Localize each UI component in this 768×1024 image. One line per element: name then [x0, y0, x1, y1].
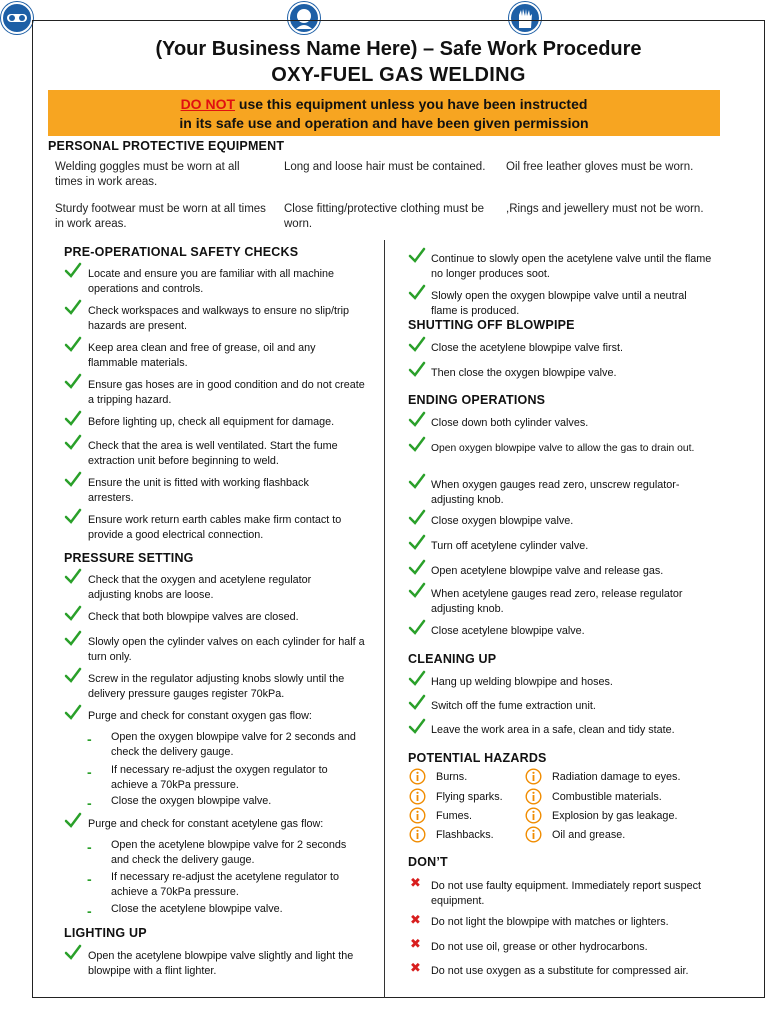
dash-bullet: -: [87, 795, 92, 811]
hazard-item: Burns.: [436, 771, 468, 783]
hazard-item: Radiation damage to eyes.: [552, 771, 681, 783]
dont-item: Do not use oxygen as a substitute for compressed air.: [431, 965, 689, 977]
pressure-item: Check that both blowpipe valves are closed.: [88, 611, 299, 623]
hazards-heading: POTENTIAL HAZARDS: [408, 751, 547, 765]
pre-op-item: Keep area clean and free of grease, oil and any flammable materials.: [88, 342, 316, 369]
page-subtitle: OXY-FUEL GAS WELDING: [271, 64, 526, 86]
check-icon: [408, 559, 426, 575]
welding-goggles-icon: [0, 1, 34, 35]
pre-op-item: Ensure work return earth cables make firm contact to provide a good electrical connection.: [88, 514, 342, 541]
pre-op-heading: PRE-OPERATIONAL SAFETY CHECKS: [64, 245, 299, 259]
acetylene-sub-item: Close the acetylene blowpipe valve.: [111, 903, 283, 915]
dont-item: Do not use faulty equipment. Immediately report suspect equipment.: [431, 880, 702, 907]
ppe-item: Welding goggles must be worn at all times in work areas.: [55, 161, 240, 188]
pre-op-item: Check workspaces and walkways to ensure no slip/trip hazards are present.: [88, 305, 350, 332]
ending-item: When oxygen gauges read zero, unscrew regulator-adjusting knob.: [431, 479, 680, 506]
oxygen-sub-item: Open the oxygen blowpipe valve for 2 seconds and check the delivery gauge.: [111, 731, 356, 758]
pressure-item: Purge and check for constant acetylene gas flow:: [88, 818, 324, 830]
pre-op-item: Before lighting up, check all equipment for damage.: [88, 416, 335, 428]
check-icon: [64, 434, 82, 450]
pre-op-item: Ensure gas hoses are in good condition and do not create a tripping hazard.: [88, 379, 365, 406]
check-icon: [408, 473, 426, 489]
ppe-item: Oil free leather gloves must be worn.: [506, 161, 694, 173]
ending-item: Open oxygen blowpipe valve to allow the gas to drain out.: [431, 443, 695, 454]
warning-banner: [48, 90, 720, 136]
check-icon: [408, 582, 426, 598]
warning-line-2: in its safe use and operation and have been given permission: [179, 115, 589, 131]
ppe-item: Sturdy footwear must be worn at all times in work areas.: [55, 203, 266, 230]
info-icon: [409, 807, 426, 824]
check-icon: [408, 247, 426, 263]
ppe-item: Long and loose hair must be contained.: [284, 161, 486, 173]
cleaning-item: Hang up welding blowpipe and hoses.: [431, 676, 613, 688]
pressure-heading: PRESSURE SETTING: [64, 551, 194, 565]
cleaning-item: Switch off the fume extraction unit.: [431, 700, 596, 712]
info-icon: [409, 768, 426, 785]
warning-line-1: use this equipment unless you have been instructed: [235, 96, 588, 112]
hazard-item: Fumes.: [436, 810, 472, 822]
pre-op-item: Check that the area is well ventilated. Start the fume extraction unit before beginning to weld.: [88, 440, 338, 467]
ppe-item: Close fitting/protective clothing must be worn.: [284, 203, 485, 230]
check-icon: [64, 667, 82, 683]
hazard-item: Flashbacks.: [436, 829, 494, 841]
shutting-item: Close the acetylene blowpipe valve first.: [431, 342, 624, 354]
hazard-item: Flying sparks.: [436, 791, 503, 803]
check-icon: [64, 630, 82, 646]
info-icon: [409, 788, 426, 805]
check-icon: [408, 361, 426, 377]
check-icon: [64, 508, 82, 524]
check-icon: [408, 694, 426, 710]
cross-icon: ✖: [410, 960, 421, 975]
pre-op-item: Ensure the unit is fitted with working flashback arresters.: [88, 477, 309, 504]
hazard-item: Combustible materials.: [552, 791, 662, 803]
check-icon: [408, 619, 426, 635]
ending-heading: ENDING OPERATIONS: [408, 393, 546, 407]
pressure-item: Screw in the regulator adjusting knobs slowly until the delivery pressure gauges register 70kPa.: [88, 673, 345, 700]
oxygen-sub-item: Close the oxygen blowpipe valve.: [111, 795, 272, 807]
oxygen-sub-item: If necessary re-adjust the oxygen regulator to achieve a 70kPa pressure.: [111, 764, 328, 791]
cross-icon: ✖: [410, 912, 421, 927]
acetylene-sub-item: Open the acetylene blowpipe valve for 2 seconds and check the delivery gauge.: [111, 839, 347, 866]
info-icon: [525, 826, 542, 843]
ppe-item: ,Rings and jewellery must not be worn.: [506, 203, 704, 215]
info-icon: [409, 826, 426, 843]
lighting-item: Slowly open the oxygen blowpipe valve until a neutral flame is produced.: [431, 290, 687, 317]
info-icon: [525, 788, 542, 805]
pre-op-item: Locate and ensure you are familiar with all machine operations and controls.: [88, 268, 335, 295]
check-icon: [408, 670, 426, 686]
ending-item: Close down both cylinder valves.: [431, 417, 589, 429]
pressure-item: Slowly open the cylinder valves on each cylinder for half a turn only.: [88, 636, 365, 663]
check-icon: [64, 262, 82, 278]
info-icon: [525, 768, 542, 785]
ppe-heading: PERSONAL PROTECTIVE EQUIPMENT: [48, 139, 285, 153]
hazard-item: Explosion by gas leakage.: [552, 810, 678, 822]
dont-item: Do not light the blowpipe with matches or lighters.: [431, 916, 669, 928]
ending-item: Turn off acetylene cylinder valve.: [431, 540, 589, 552]
acetylene-sub-item: If necessary re-adjust the acetylene regulator to achieve a 70kPa pressure.: [111, 871, 340, 898]
check-icon: [64, 944, 82, 960]
cleaning-item: Leave the work area in a safe, clean and tidy state.: [431, 724, 675, 736]
shutting-item: Then close the oxygen blowpipe valve.: [431, 367, 617, 379]
dont-item: Do not use oil, grease or other hydrocarbons.: [431, 941, 648, 953]
dash-bullet: -: [87, 731, 92, 747]
info-icon: [525, 807, 542, 824]
ending-item: Close acetylene blowpipe valve.: [431, 625, 585, 637]
check-icon: [64, 471, 82, 487]
ending-item: When acetylene gauges read zero, release regulator adjusting knob.: [431, 588, 683, 615]
check-icon: [64, 373, 82, 389]
hazard-item: Oil and grease.: [552, 829, 626, 841]
cleaning-heading: CLEANING UP: [408, 652, 497, 666]
check-icon: [408, 284, 426, 300]
page-title: (Your Business Name Here) – Safe Work Procedure: [155, 38, 642, 60]
cross-icon: ✖: [410, 936, 421, 951]
dash-bullet: -: [87, 903, 92, 919]
check-icon: [64, 568, 82, 584]
dash-bullet: -: [87, 764, 92, 780]
ending-item: Close oxygen blowpipe valve.: [431, 515, 574, 527]
check-icon: [64, 605, 82, 621]
dash-bullet: -: [87, 871, 92, 887]
check-icon: [408, 534, 426, 550]
check-icon: [408, 411, 426, 427]
cross-icon: ✖: [410, 875, 421, 890]
check-icon: [408, 436, 426, 452]
check-icon: [408, 336, 426, 352]
check-icon: [408, 718, 426, 734]
lighting-item: Open the acetylene blowpipe valve slightly and light the blowpipe with a flint lighter.: [88, 950, 354, 977]
check-icon: [64, 812, 82, 828]
pressure-item: Check that the oxygen and acetylene regulator adjusting knobs are loose.: [88, 574, 312, 601]
ending-item: Open acetylene blowpipe valve and release gas.: [431, 565, 664, 577]
check-icon: [64, 410, 82, 426]
check-icon: [408, 509, 426, 525]
column-divider: [384, 240, 385, 998]
shutting-heading: SHUTTING OFF BLOWPIPE: [408, 318, 575, 332]
lighting-item: Continue to slowly open the acetylene valve until the flame no longer produces soot.: [431, 253, 712, 280]
pressure-item: Purge and check for constant oxygen gas flow:: [88, 710, 312, 722]
lighting-heading: LIGHTING UP: [64, 926, 147, 940]
dont-heading: DON’T: [408, 855, 448, 869]
warning-emphasis: DO NOT: [180, 96, 236, 112]
check-icon: [64, 704, 82, 720]
check-icon: [64, 336, 82, 352]
check-icon: [64, 299, 82, 315]
dash-bullet: -: [87, 839, 92, 855]
